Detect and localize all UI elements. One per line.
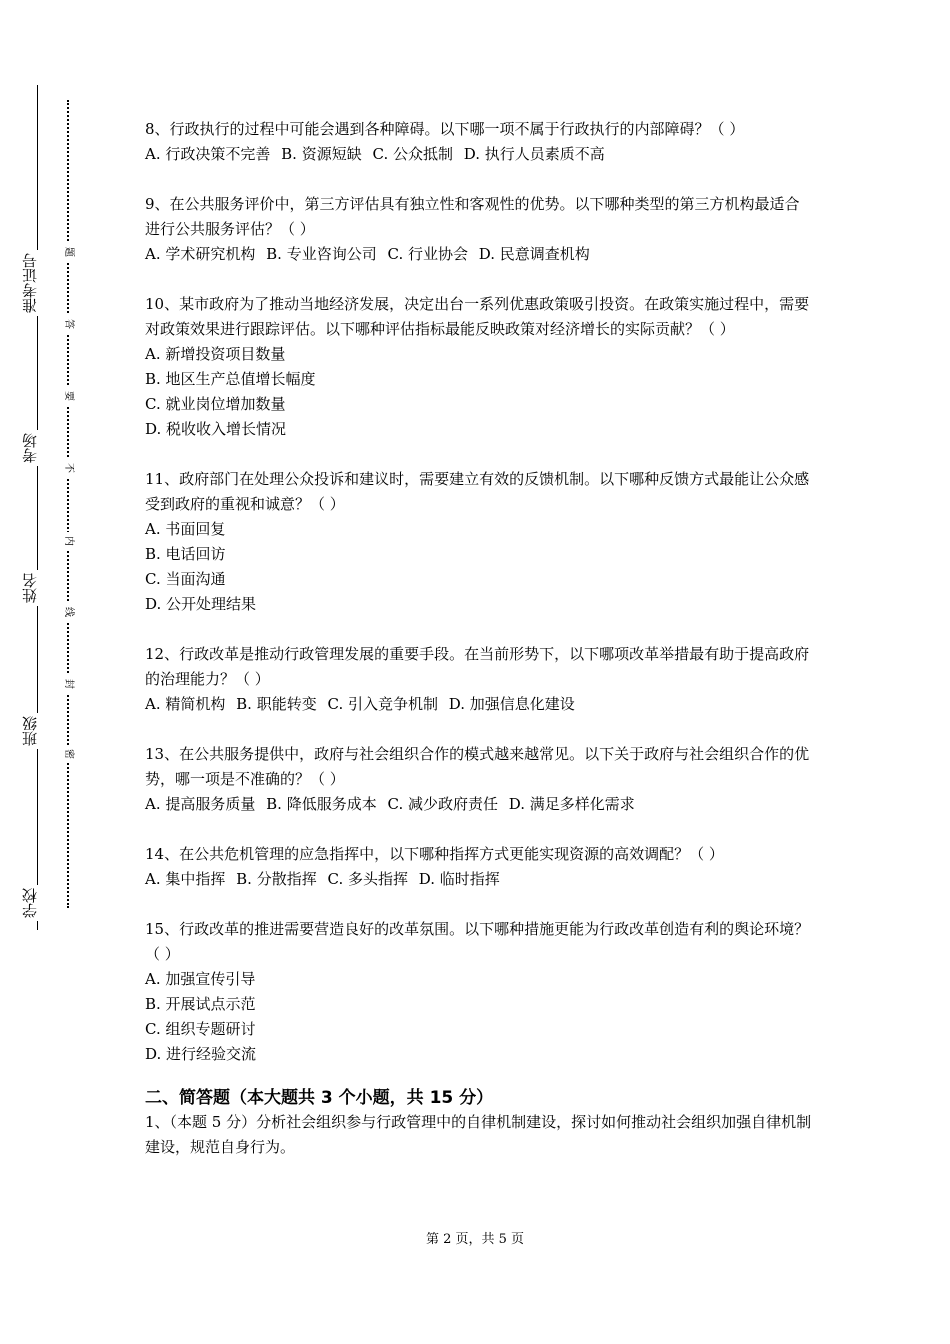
option-c: C. 多头指挥 <box>327 870 408 888</box>
option-d: D. 执行人员素质不高 <box>463 145 605 163</box>
option-d: D. 满足多样化需求 <box>508 795 635 813</box>
question-stem: 14、在公共危机管理的应急指挥中，以下哪种指挥方式更能实现资源的高效调配？（ ） <box>145 845 724 863</box>
option-a: A. 加强宣传引导 <box>145 970 256 988</box>
seal-char: 封 <box>60 675 76 693</box>
option-b: B. 降低服务成本 <box>266 795 377 813</box>
question-9 <box>145 192 813 267</box>
question-stem: 11、政府部门在处理公众投诉和建议时，需要建立有效的反馈机制。以下哪种反馈方式最能让公众感受到政府的重视和诚意？（ ） <box>145 470 810 513</box>
question-stem: 12、行政改革是推动行政管理发展的重要手段。在当前形势下，以下哪项改革举措最有助于提高政府的治理能力？（ ） <box>145 645 810 688</box>
option-b: B. 地区生产总值增长幅度 <box>145 370 316 388</box>
question-stem: 13、在公共服务提供中，政府与社会组织合作的模式越来越常见。以下关于政府与社会组织合作的优势，哪一项是不准确的？（ ） <box>145 745 810 788</box>
seal-char: 要 <box>60 387 76 405</box>
option-d: D. 加强信息化建设 <box>448 695 575 713</box>
options-row <box>145 242 813 267</box>
section-title: 二、简答题（本大题共 3 个小题，共 15 分） <box>145 1088 494 1108</box>
option-d: D. 民意调查机构 <box>478 245 590 263</box>
option-c: C. 减少政府责任 <box>387 795 498 813</box>
seal-char: 题 <box>60 243 76 261</box>
option-b: B. 专业咨询公司 <box>266 245 377 263</box>
question-12 <box>145 642 813 717</box>
option-a: A. 精简机构 <box>145 695 226 713</box>
short-answer-question-1: 1、（本题 5 分）分析社会组织参与行政管理中的自律机制建设，探讨如何推动社会组织加强自律机制建设，规范自身行为。 <box>145 1113 812 1156</box>
option-a: A. 行政决策不完善 <box>145 145 271 163</box>
options-row <box>145 792 813 817</box>
option-b: B. 开展试点示范 <box>145 995 256 1013</box>
option-c: C. 行业协会 <box>387 245 468 263</box>
school-label: 学校 <box>22 885 54 921</box>
question-stem: 8、行政执行的过程中可能会遇到各种障碍。以下哪一项不属于行政执行的内部障碍？（ ） <box>145 120 745 138</box>
options-row <box>145 867 813 892</box>
name-label: 姓名 <box>22 570 54 606</box>
option-d: D. 税收收入增长情况 <box>145 420 287 438</box>
options-row <box>145 692 813 717</box>
exam-room-label: 考场 <box>22 430 54 466</box>
question-15 <box>145 917 813 1067</box>
option-a: A. 书面回复 <box>145 520 226 538</box>
seal-char: 内 <box>60 532 76 550</box>
class-label: 班级 <box>22 713 54 749</box>
seal-char: 密 <box>60 745 76 763</box>
question-stem: 15、行政改革的推进需要营造良好的改革氛围。以下哪种措施更能为行政改革创造有利的舆论环境？（ ） <box>145 920 810 963</box>
options-row <box>145 142 813 167</box>
option-c: C. 组织专题研讨 <box>145 1020 256 1038</box>
option-d: D. 临时指挥 <box>418 870 500 888</box>
question-14 <box>145 842 813 892</box>
seal-char: 线 <box>60 603 76 621</box>
option-c: C. 就业岗位增加数量 <box>145 395 286 413</box>
option-d: D. 公开处理结果 <box>145 595 257 613</box>
question-stem: 10、某市政府为了推动当地经济发展，决定出台一系列优惠政策吸引投资。在政策实施过程中，需要对政策效果进行跟踪评估。以下哪种评估指标最能反映政策对经济增长的实际贡献？（ ） <box>145 295 810 338</box>
seal-dotted-line <box>67 100 69 908</box>
binding-line <box>37 85 38 930</box>
exam-content <box>145 117 813 1160</box>
option-b: B. 分散指挥 <box>236 870 317 888</box>
option-b: B. 职能转变 <box>236 695 317 713</box>
option-d: D. 进行经验交流 <box>145 1045 257 1063</box>
question-11 <box>145 467 813 617</box>
option-a: A. 提高服务质量 <box>145 795 256 813</box>
option-b: B. 电话回访 <box>145 545 226 563</box>
option-a: A. 学术研究机构 <box>145 245 256 263</box>
question-13 <box>145 742 813 817</box>
option-a: A. 集中指挥 <box>145 870 226 888</box>
option-c: C. 公众抵制 <box>372 145 453 163</box>
option-b: B. 资源短缺 <box>281 145 362 163</box>
seal-char: 不 <box>60 459 76 477</box>
question-10 <box>145 292 813 442</box>
page-number: 第 2 页，共 5 页 <box>425 1232 525 1247</box>
option-c: C. 引入竞争机制 <box>327 695 438 713</box>
question-8 <box>145 117 813 167</box>
seal-char: 答 <box>60 315 76 333</box>
option-c: C. 当面沟通 <box>145 570 226 588</box>
exam-id-label: 准考证号 <box>22 250 54 316</box>
question-stem: 9、在公共服务评价中，第三方评估具有独立性和客观性的优势。以下哪种类型的第三方机构最适合进行公共服务评估？（ ） <box>145 195 800 238</box>
option-a: A. 新增投资项目数量 <box>145 345 286 363</box>
